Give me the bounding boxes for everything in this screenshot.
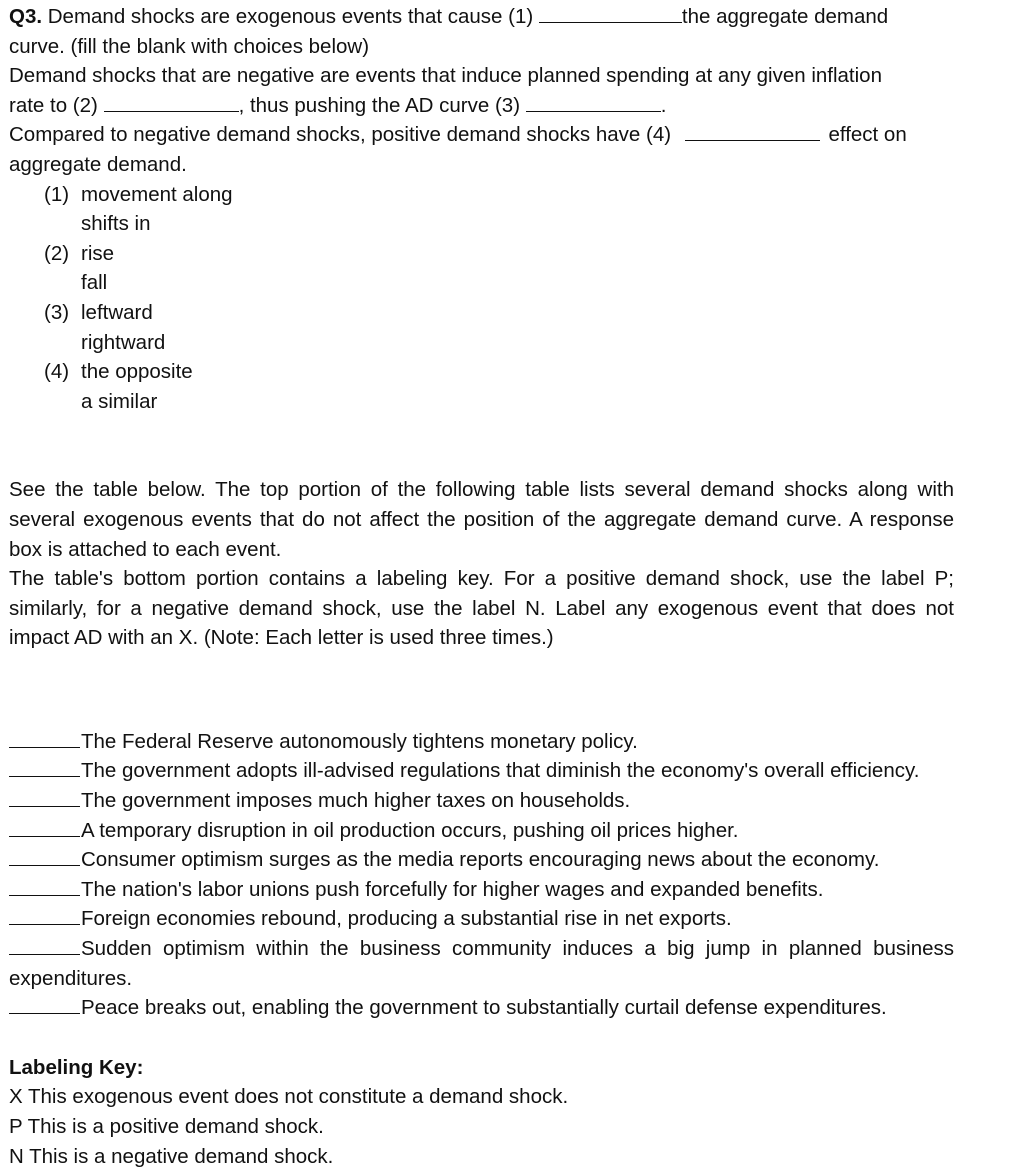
choice-number: (3) [44, 300, 70, 324]
choice-number: (2) [44, 241, 70, 265]
question-line-1 [9, 2, 954, 32]
labeling-key-title: Labeling Key: [9, 1055, 144, 1079]
question-line-4 [9, 91, 954, 121]
event-text: A temporary disruption in oil production occurs, pushing oil prices higher. [81, 818, 739, 842]
event-item [9, 904, 954, 934]
event-item [9, 845, 954, 875]
question-text: Compared to negative demand shocks, positive demand shocks have (4) [9, 123, 677, 147]
event-answer-blank[interactable] [9, 786, 80, 807]
event-answer-blank[interactable] [9, 845, 80, 866]
event-item [9, 727, 954, 757]
choice-list [44, 180, 954, 417]
question-line-3: Demand shocks that are negative are events that induce planned spending at any given inflation [9, 64, 882, 88]
event-item [9, 786, 954, 816]
choice-number: (4) [44, 360, 70, 384]
event-list [9, 727, 954, 1023]
event-answer-blank[interactable] [9, 875, 80, 896]
question-block [9, 2, 954, 180]
question-text: the aggregate demand [681, 5, 889, 28]
event-text: Sudden optimism within the business community induces a big jump in planned business expenditures. [9, 937, 954, 990]
answer-blank-1[interactable] [539, 2, 682, 23]
event-text: Consumer optimism surges as the media reports encouraging news about the economy. [81, 848, 880, 872]
question-text: effect on [822, 123, 907, 147]
choice-option: rise [81, 241, 115, 265]
choice-number: (1) [44, 182, 70, 206]
choice-option: the opposite [81, 360, 193, 384]
event-item [9, 816, 954, 846]
choice-group-2 [44, 239, 954, 298]
event-answer-blank[interactable] [9, 756, 80, 777]
choice-group-3 [44, 298, 954, 357]
instructions-paragraph-1: See the table below. The top portion of the following table lists several demand shocks along with several exogenous events that do not affect the position of the aggregate demand curve. A response box is attached to each event. [9, 478, 954, 561]
labeling-key-item: X This exogenous event does not constitute a demand shock. [9, 1085, 569, 1109]
event-text: The government adopts ill-advised regulations that diminish the economy's overall efficiency. [81, 759, 920, 783]
answer-blank-3[interactable] [526, 91, 661, 112]
question-line-2: curve. (fill the blank with choices below) [9, 34, 370, 58]
labeling-key-item: P This is a positive demand shock. [9, 1115, 324, 1138]
event-text: The nation's labor unions push forcefully for higher wages and expanded benefits. [81, 877, 824, 901]
event-item [9, 756, 954, 786]
question-text: , thus pushing the AD curve (3) [238, 93, 526, 117]
question-line-6: aggregate demand. [9, 152, 187, 176]
event-answer-blank[interactable] [9, 993, 80, 1014]
event-item [9, 875, 954, 905]
question-text: Demand shocks are exogenous events that cause (1) [42, 5, 539, 28]
labeling-key-item: N This is a negative demand shock. [9, 1144, 334, 1168]
instructions-paragraph-2: The table's bottom portion contains a labeling key. For a positive demand shock, use the label P; similarly, for a negative demand shock, use the label N. Label any exogenous event that does not impact AD with an X. (Note: Each letter is used three times.) [9, 567, 954, 650]
choice-option: fall [81, 271, 108, 295]
event-text: The Federal Reserve autonomously tightens monetary policy. [81, 729, 638, 753]
choice-group-1 [44, 180, 954, 239]
choice-option: shifts in [81, 212, 151, 236]
choice-group-4 [44, 357, 954, 416]
event-answer-blank[interactable] [9, 934, 80, 955]
answer-blank-2[interactable] [104, 91, 239, 112]
question-label: Q3. [9, 5, 43, 28]
event-text: Peace breaks out, enabling the government to substantially curtail defense expenditures. [81, 996, 887, 1020]
event-item [9, 993, 954, 1023]
question-text: . [660, 93, 667, 117]
worksheet-page [9, 2, 954, 1171]
question-text: rate to (2) [9, 93, 104, 117]
answer-blank-4[interactable] [685, 120, 820, 141]
event-answer-blank[interactable] [9, 816, 80, 837]
choice-option: leftward [81, 300, 153, 324]
labeling-key [9, 1053, 954, 1171]
choice-option: a similar [81, 389, 158, 413]
question-line-5 [9, 120, 954, 150]
event-text: Foreign economies rebound, producing a substantial rise in net exports. [81, 907, 732, 931]
choice-option: rightward [81, 330, 166, 354]
event-item [9, 934, 954, 993]
choice-option: movement along [81, 182, 233, 206]
event-text: The government imposes much higher taxes on households. [81, 789, 631, 813]
event-answer-blank[interactable] [9, 904, 80, 925]
event-answer-blank[interactable] [9, 727, 80, 748]
